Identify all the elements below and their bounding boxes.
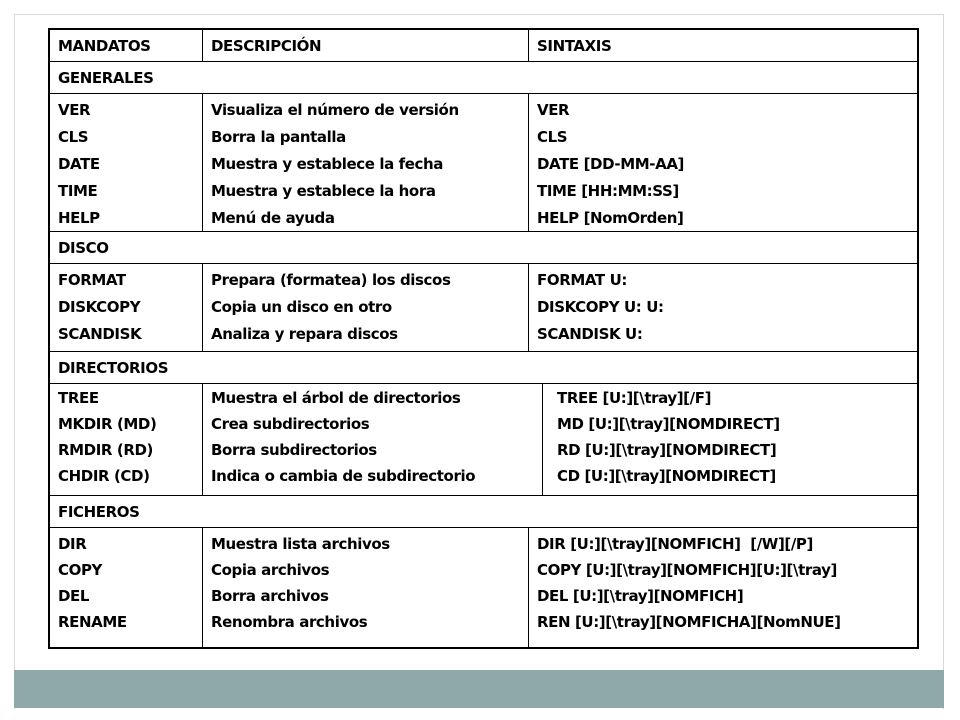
description-cell (202, 94, 528, 231)
description-text: Analiza y repara discos (211, 325, 398, 343)
description-text: Visualiza el número de versión (211, 101, 459, 119)
description-text: Indica o cambia de subdirectorio (211, 467, 476, 485)
description-text: Muestra lista archivos (211, 535, 390, 553)
command-text: DATE (58, 155, 100, 173)
description-cell (202, 264, 528, 351)
syntax-text: HELP [NomOrden] (537, 209, 684, 227)
table-row-disco (50, 264, 917, 352)
description-text: Borra la pantalla (211, 128, 346, 146)
description-text: Renombra archivos (211, 613, 368, 631)
table-row-generales (50, 94, 917, 232)
description-cell (202, 528, 528, 647)
section-row-ficheros (50, 496, 917, 528)
command-text: CLS (58, 128, 89, 146)
command-text: DISKCOPY (58, 298, 141, 316)
section-label: GENERALES (58, 69, 154, 87)
description-text: Muestra el árbol de directorios (211, 389, 461, 407)
syntax-cell (542, 384, 917, 495)
command-text: RENAME (58, 613, 127, 631)
syntax-cell (528, 528, 917, 647)
footer-bar (14, 670, 944, 708)
description-text: Borra subdirectorios (211, 441, 377, 459)
command-text: SCANDISK (58, 325, 142, 343)
syntax-text: DIR [U:][\tray][NOMFICH] [/W][/P] (537, 535, 813, 553)
syntax-text: TIME [HH:MM:SS] (537, 182, 679, 200)
description-text: Copia archivos (211, 561, 330, 579)
section-label: FICHEROS (58, 503, 140, 521)
command-text: TIME (58, 182, 98, 200)
syntax-cell (528, 264, 917, 351)
command-text: HELP (58, 209, 100, 227)
syntax-text: DATE [DD-MM-AA] (537, 155, 685, 173)
table-row-ficheros (50, 528, 917, 647)
command-text: VER (58, 101, 91, 119)
description-text: Copia un disco en otro (211, 298, 392, 316)
command-text: FORMAT (58, 271, 126, 289)
commands-cell (50, 94, 202, 231)
section-label: DISCO (58, 239, 109, 257)
syntax-text: SCANDISK U: (537, 325, 643, 343)
commands-cell (50, 528, 202, 647)
section-label: DIRECTORIOS (58, 359, 169, 377)
command-text: MKDIR (MD) (58, 415, 157, 433)
commands-cell (50, 384, 202, 495)
section-row-disco (50, 232, 917, 264)
syntax-text: DEL [U:][\tray][NOMFICH] (537, 587, 744, 605)
syntax-text: CD [U:][\tray][NOMDIRECT] (557, 467, 776, 485)
description-text: Muestra y establece la fecha (211, 155, 444, 173)
table-header-row (50, 30, 917, 62)
header-syntax: SINTAXIS (528, 30, 917, 61)
syntax-text: REN [U:][\tray][NOMFICHA][NomNUE] (537, 613, 841, 631)
section-row-generales (50, 62, 917, 94)
commands-cell (50, 264, 202, 351)
syntax-cell (528, 94, 917, 231)
syntax-text: TREE [U:][\tray][/F] (557, 389, 712, 407)
header-commands: MANDATOS (58, 37, 151, 55)
command-text: CHDIR (CD) (58, 467, 150, 485)
description-text: Muestra y establece la hora (211, 182, 436, 200)
command-text: DIR (58, 535, 87, 553)
commands-table (48, 28, 919, 649)
syntax-text: FORMAT U: (537, 271, 627, 289)
description-text: Menú de ayuda (211, 209, 335, 227)
syntax-text: MD [U:][\tray][NOMDIRECT] (557, 415, 780, 433)
command-text: DEL (58, 587, 90, 605)
syntax-text: VER (537, 101, 570, 119)
description-text: Borra archivos (211, 587, 329, 605)
description-text: Crea subdirectorios (211, 415, 370, 433)
table-row-directorios (50, 384, 917, 496)
syntax-text: DISKCOPY U: U: (537, 298, 664, 316)
syntax-text: COPY [U:][\tray][NOMFICH][U:][\tray] (537, 561, 837, 579)
syntax-text: CLS (537, 128, 568, 146)
command-text: RMDIR (RD) (58, 441, 153, 459)
syntax-text: RD [U:][\tray][NOMDIRECT] (557, 441, 777, 459)
header-description: DESCRIPCIÓN (202, 30, 528, 61)
section-row-directorios (50, 352, 917, 384)
command-text: COPY (58, 561, 103, 579)
command-text: TREE (58, 389, 99, 407)
description-cell (202, 384, 542, 495)
description-text: Prepara (formatea) los discos (211, 271, 451, 289)
